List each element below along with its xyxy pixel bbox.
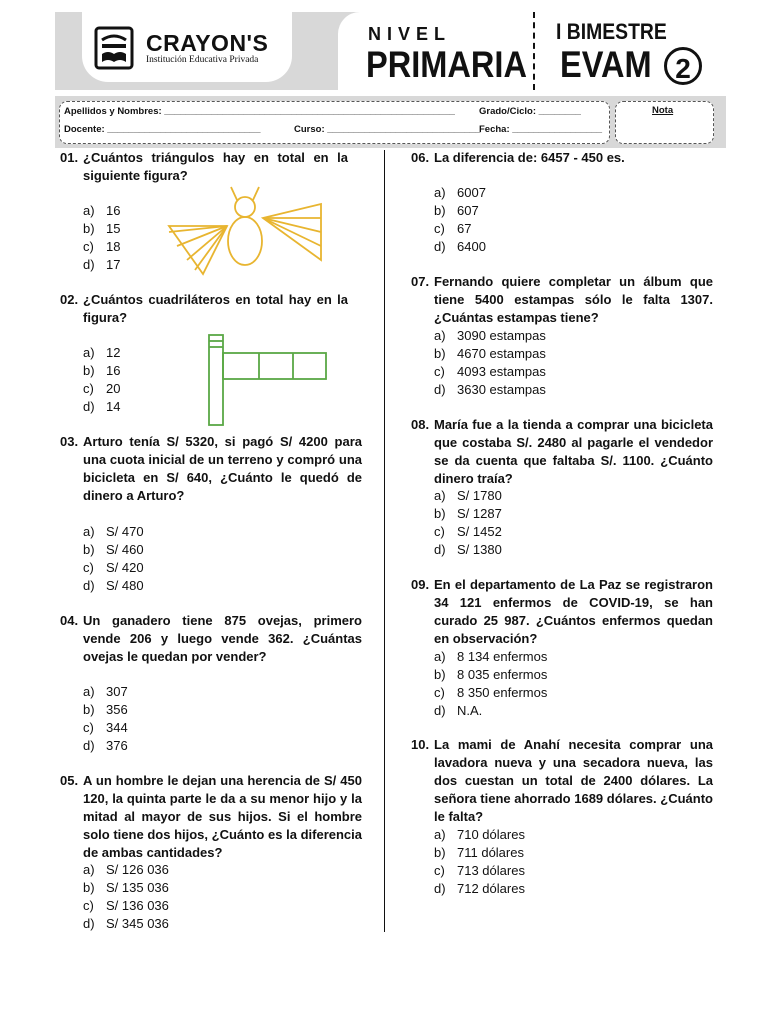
question-text: María fue a la tienda a comprar una bicicleta que costaba S/. 2480 al pagarle el vendedor se da cuenta que faltaba S/. 1100. ¿Cuánto dinero traía? <box>434 417 713 486</box>
question-number: 04. <box>60 613 79 628</box>
triangle-figure <box>165 184 325 276</box>
school-subtitle: Institución Educativa Privada <box>146 55 259 65</box>
question-number: 06. <box>411 150 430 165</box>
exam-number-badge: 2 <box>664 47 702 85</box>
question-text: En el departamento de La Paz se registraron 34 121 enfermos de COVID-19, se han curado 25 987. ¿Cuántos enfermos quedan en observación? <box>434 577 713 646</box>
teacher-field[interactable]: Docente: _____________________________ <box>64 124 261 135</box>
question-text: A un hombre le dejan una herencia de S/ 450 120, la quinta parte le da a su menor hijo y la mitad al mayor de sus hijos. Si el hombre solo tiene dos hijos, ¿Cuánto es la diferencia de ambas cantidades? <box>83 773 362 860</box>
level-label: NIVEL <box>368 24 452 44</box>
question-number: 02. <box>60 292 79 307</box>
question-text: La mami de Anahí necesita comprar una lavadora nueva y una secadora nueva, las dos cuestan un total de 2400 dólares. La señora tiene ahorrado 1689 dólares. ¿Cuánto le falta? <box>434 737 713 824</box>
period-title: I BIMESTRE <box>556 19 667 44</box>
question-text: Un ganadero tiene 875 ovejas, primero vende 206 y luego vende 362. ¿Cuántas ovejas le quedan por vender? <box>83 613 362 664</box>
grade-label: Nota <box>652 105 674 116</box>
question-number: 07. <box>411 274 430 289</box>
date-field[interactable]: Fecha: _________________ <box>479 124 603 135</box>
grade-cycle-field[interactable]: Grado/Ciclo: ________ <box>479 106 581 117</box>
school-name: CRAYON'S <box>146 30 269 56</box>
column-divider <box>384 150 385 932</box>
question-number: 10. <box>411 737 430 752</box>
header-divider <box>533 12 535 90</box>
question-text: ¿Cuántos cuadriláteros en total hay en la figura? <box>83 292 348 325</box>
question-number: 08. <box>411 417 430 432</box>
question-text: ¿Cuántos triángulos hay en total en la siguiente figura? <box>83 150 348 183</box>
exam-title: EVAM <box>560 44 652 85</box>
names-field[interactable]: Apellidos y Nombres: _______________________________________________________ <box>64 106 455 117</box>
course-field[interactable]: Curso: _____________________________ <box>294 124 481 135</box>
level-title: PRIMARIA <box>366 44 527 85</box>
quadrilateral-figure <box>206 333 330 427</box>
question-text: Fernando quiere completar un álbum que tiene 5400 estampas sólo le falta 1307. ¿Cuántas estampas tiene? <box>434 274 713 325</box>
question-number: 01. <box>60 150 79 165</box>
question-text: Arturo tenía S/ 5320, si pagó S/ 4200 para una cuota inicial de un terreno y compró una bicicleta en S/ 640, ¿Cuánto le quedó de dinero a Arturo? <box>83 434 362 503</box>
question-text: La diferencia de: 6457 - 450 es. <box>434 150 625 165</box>
question-number: 09. <box>411 577 430 592</box>
question-number: 03. <box>60 434 79 449</box>
school-logo-icon <box>92 24 136 72</box>
question-number: 05. <box>60 773 79 788</box>
